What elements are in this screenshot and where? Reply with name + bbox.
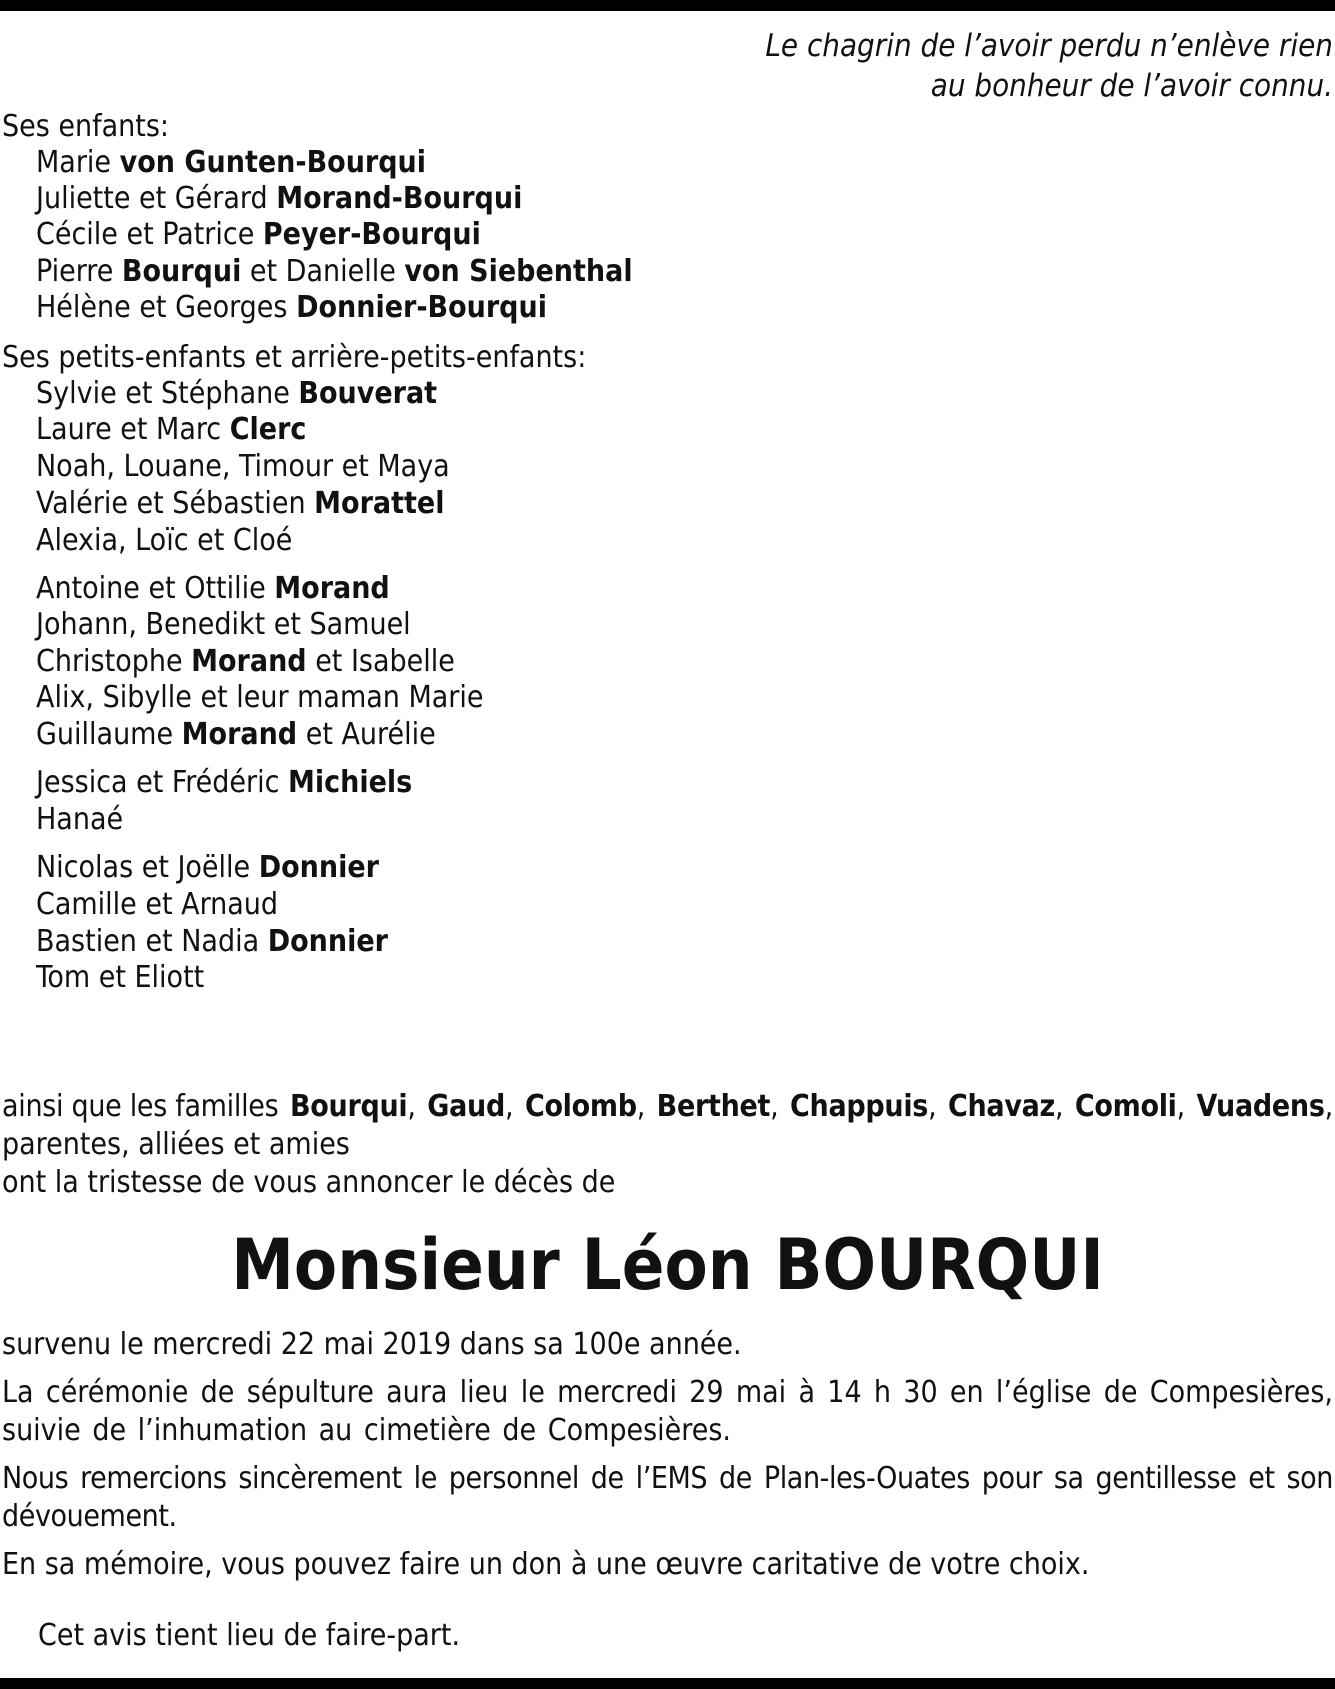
family-name: Chappuis — [790, 1089, 929, 1124]
grandchild-entry: Camille et Arnaud — [36, 887, 279, 922]
grandchild-entry: Alix, Sibylle et leur maman Marie — [36, 680, 484, 715]
grandchild-entry: Guillaume Morand et Aurélie — [36, 717, 436, 752]
donation-text: En sa mémoire, vous pouvez faire un don à une œuvre caritative de votre choix. — [2, 1547, 1090, 1582]
family-name: Bourqui — [290, 1089, 408, 1124]
grandchild-entry: Sylvie et Stéphane Bouverat — [36, 376, 438, 411]
family-name: Chavaz — [948, 1089, 1055, 1124]
epitaph-quote — [765, 26, 1333, 106]
grandchild-entry: Antoine et Ottilie Morand — [36, 571, 390, 606]
deceased-name: Monsieur Léon BOURQUI — [231, 1224, 1104, 1306]
grandchild-entry: Johann, Benedikt et Samuel — [36, 607, 411, 642]
grandchild-entry: Christophe Morand et Isabelle — [36, 644, 455, 679]
child-entry: Juliette et Gérard Morand-Bourqui — [36, 181, 523, 216]
epitaph-line-1: Le chagrin de l’avoir perdu n’enlève rien — [765, 28, 1333, 64]
families-relatives: parentes, alliées et amies — [2, 1127, 350, 1162]
footer-note: Cet avis tient lieu de faire-part. — [38, 1618, 461, 1653]
families-intro: ainsi que les familles — [2, 1089, 279, 1124]
grandchild-entry: Alexia, Loïc et Cloé — [36, 523, 293, 558]
death-date-text: survenu le mercredi 22 mai 2019 dans sa 100e année. — [2, 1327, 742, 1362]
epitaph-line-2: au bonheur de l’avoir connu. — [930, 68, 1333, 104]
ceremony-text: La cérémonie de sépulture aura lieu le mercredi 29 mai à 14 h 30 en l’église de Compesières, suivie de l’inhumation au cimetière de Compesières. — [2, 1375, 1333, 1448]
grandchild-entry: Tom et Eliott — [36, 960, 205, 995]
child-entry: Hélène et Georges Donnier-Bourqui — [36, 290, 547, 325]
family-name: Berthet — [656, 1089, 771, 1124]
grandchild-entry: Nicolas et Joëlle Donnier — [36, 850, 379, 885]
grandchild-entry: Laure et Marc Clerc — [36, 412, 307, 447]
grandchild-entry: Bastien et Nadia Donnier — [36, 924, 388, 959]
grandchild-entry: Noah, Louane, Timour et Maya — [36, 449, 450, 484]
grandchildren-heading: Ses petits-enfants et arrière-petits-enfants: — [2, 340, 587, 375]
announcement-text: ont la tristesse de vous annoncer le décès de — [2, 1165, 616, 1200]
bottom-border-rule — [0, 1678, 1335, 1689]
thanks-text: Nous remercions sincèrement le personnel de l’EMS de Plan-les-Ouates pour sa gentillesse et son dévouement. — [2, 1461, 1333, 1534]
family-name: Vuadens — [1196, 1089, 1325, 1124]
family-name: Colomb — [524, 1089, 637, 1124]
child-entry: Marie von Gunten-Bourqui — [36, 145, 427, 180]
families-list: ainsi que les familles Bourqui, Gaud, Colomb, Berthet, Chappuis, Chavaz, Comoli, Vuadens, — [2, 1089, 1333, 1124]
child-entry: Pierre Bourqui et Danielle von Siebenthal — [36, 254, 633, 289]
family-name: Gaud — [427, 1089, 505, 1124]
family-name: Comoli — [1074, 1089, 1177, 1124]
grandchild-entry: Hanaé — [36, 802, 124, 837]
grandchild-entry: Valérie et Sébastien Morattel — [36, 486, 445, 521]
child-entry: Cécile et Patrice Peyer-Bourqui — [36, 217, 481, 252]
children-heading: Ses enfants: — [2, 109, 169, 144]
families-block — [2, 1088, 1333, 1202]
grandchild-entry: Jessica et Frédéric Michiels — [36, 765, 413, 800]
